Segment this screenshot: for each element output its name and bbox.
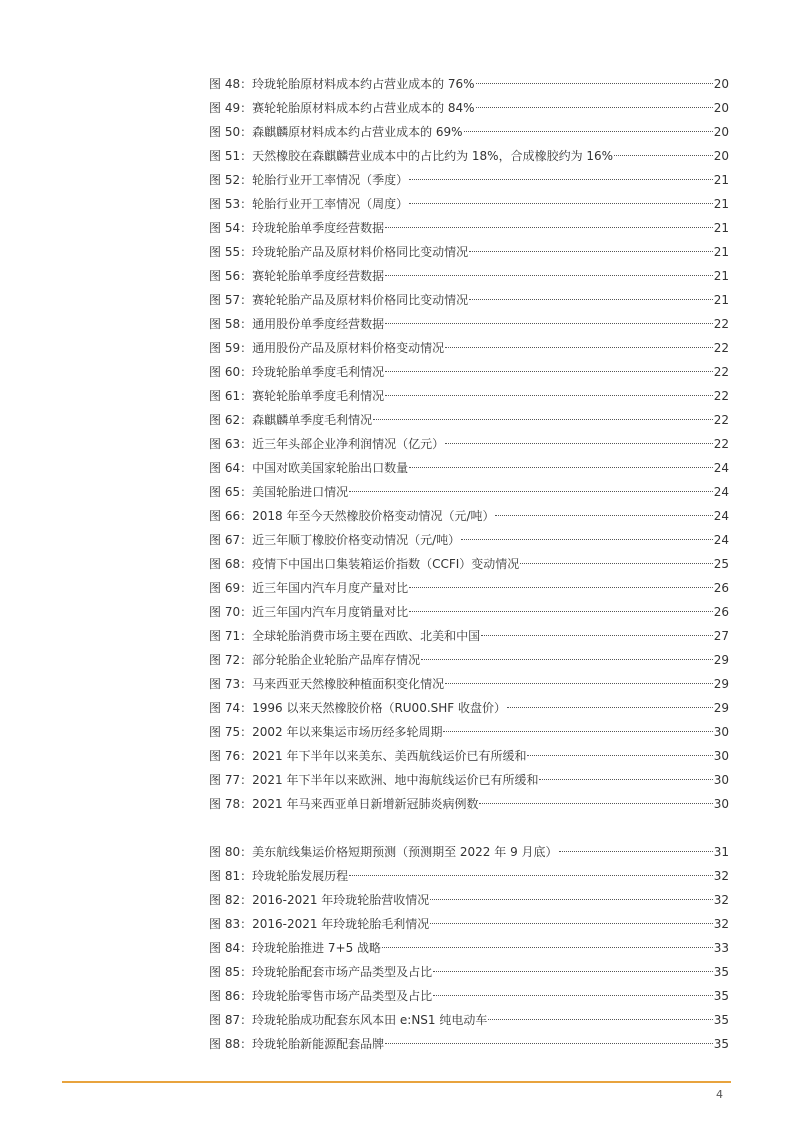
- dot-leader: [373, 419, 713, 420]
- toc-entry-page: 21: [713, 173, 729, 187]
- toc-entry[interactable]: [209, 720, 729, 744]
- toc-entry-label: 图 65：美国轮胎进口情况: [209, 485, 349, 499]
- toc-entry[interactable]: [209, 552, 729, 576]
- toc-entry[interactable]: [209, 912, 729, 936]
- toc-entry-label: 图 61：赛轮轮胎单季度毛利情况: [209, 389, 385, 403]
- dot-leader: [382, 947, 713, 948]
- toc-entry-label: 图 51：天然橡胶在森麒麟营业成本中的占比约为 18%，合成橡胶约为 16%: [209, 149, 614, 163]
- toc-entry-page: 35: [713, 965, 729, 979]
- toc-entry[interactable]: [209, 504, 729, 528]
- toc-entry-label: 图 82：2016-2021 年玲珑轮胎营收情况: [209, 893, 430, 907]
- toc-entry[interactable]: [209, 672, 729, 696]
- toc-entry-page: 30: [713, 725, 729, 739]
- toc-entry[interactable]: [209, 360, 729, 384]
- toc-entry[interactable]: [209, 624, 729, 648]
- toc-entry-page: 30: [713, 797, 729, 811]
- toc-entry[interactable]: [209, 96, 729, 120]
- toc-entry-page: 20: [713, 125, 729, 139]
- toc-entry-page: 35: [713, 1037, 729, 1051]
- toc-entry[interactable]: [209, 168, 729, 192]
- toc-entry-page: 32: [713, 893, 729, 907]
- dot-leader: [433, 995, 713, 996]
- toc-entry-label: 图 63：近三年头部企业净利润情况（亿元）: [209, 437, 445, 451]
- dot-leader: [481, 635, 713, 636]
- toc-entry-page: 35: [713, 989, 729, 1003]
- dot-leader: [488, 1019, 712, 1020]
- dot-leader: [469, 251, 713, 252]
- toc-entry[interactable]: [209, 312, 729, 336]
- toc-entry-page: 22: [713, 341, 729, 355]
- toc-entry-page: 24: [713, 485, 729, 499]
- toc-entry-label: 图 84：玲珑轮胎推进 7+5 战略: [209, 941, 382, 955]
- toc-entry[interactable]: [209, 888, 729, 912]
- toc-entry-page: 27: [713, 629, 729, 643]
- dot-leader: [409, 611, 713, 612]
- list-spacer: [209, 816, 729, 840]
- toc-entry[interactable]: [209, 744, 729, 768]
- toc-entry-page: 32: [713, 869, 729, 883]
- toc-entry[interactable]: [209, 600, 729, 624]
- toc-entry-page: 25: [713, 557, 729, 571]
- toc-entry-label: 图 83：2016-2021 年玲珑轮胎毛利情况: [209, 917, 430, 931]
- toc-entry-label: 图 86：玲珑轮胎零售市场产品类型及占比: [209, 989, 433, 1003]
- dot-leader: [479, 803, 712, 804]
- toc-entry-label: 图 69：近三年国内汽车月度产量对比: [209, 581, 409, 595]
- toc-entry-page: 29: [713, 677, 729, 691]
- toc-entry-page: 33: [713, 941, 729, 955]
- toc-entry-page: 32: [713, 917, 729, 931]
- dot-leader: [409, 587, 713, 588]
- page-number: 4: [716, 1088, 723, 1101]
- toc-entry[interactable]: [209, 696, 729, 720]
- toc-entry-page: 29: [713, 653, 729, 667]
- dot-leader: [495, 515, 712, 516]
- toc-entry[interactable]: [209, 648, 729, 672]
- toc-entry-label: 图 77：2021 年下半年以来欧洲、地中海航线运价已有所缓和: [209, 773, 539, 787]
- toc-entry[interactable]: [209, 216, 729, 240]
- toc-entry-page: 22: [713, 389, 729, 403]
- toc-entry-label: 图 58：通用股份单季度经营数据: [209, 317, 385, 331]
- toc-entry-label: 图 70：近三年国内汽车月度销量对比: [209, 605, 409, 619]
- toc-entry[interactable]: [209, 144, 729, 168]
- toc-entry-label: 图 50：森麒麟原材料成本约占营业成本的 69%: [209, 125, 463, 139]
- toc-entry-label: 图 67：近三年顺丁橡胶价格变动情况（元/吨）: [209, 533, 461, 547]
- toc-entry-page: 20: [713, 149, 729, 163]
- dot-leader: [539, 779, 712, 780]
- toc-entry-label: 图 85：玲珑轮胎配套市场产品类型及占比: [209, 965, 433, 979]
- toc-entry-label: 图 87：玲珑轮胎成功配套东风本田 e:NS1 纯电动车: [209, 1013, 488, 1027]
- toc-entry[interactable]: [209, 984, 729, 1008]
- toc-entry[interactable]: [209, 456, 729, 480]
- dot-leader: [409, 467, 713, 468]
- dot-leader: [464, 131, 713, 132]
- toc-entry[interactable]: [209, 336, 729, 360]
- toc-entry-label: 图 54：玲珑轮胎单季度经营数据: [209, 221, 385, 235]
- toc-entry-label: 图 81：玲珑轮胎发展历程: [209, 869, 349, 883]
- toc-entry-label: 图 52：轮胎行业开工率情况（季度）: [209, 173, 409, 187]
- dot-leader: [476, 107, 713, 108]
- toc-entry-page: 30: [713, 749, 729, 763]
- toc-entry[interactable]: [209, 792, 729, 816]
- toc-entry-label: 图 80：美东航线集运价格短期预测（预测期至 2022 年 9 月底）: [209, 845, 558, 859]
- toc-entry-page: 22: [713, 413, 729, 427]
- dot-leader: [559, 851, 713, 852]
- toc-entry[interactable]: [209, 264, 729, 288]
- dot-leader: [385, 1043, 713, 1044]
- toc-entry-label: 图 78：2021 年马来西亚单日新增新冠肺炎病例数: [209, 797, 479, 811]
- dot-leader: [433, 971, 713, 972]
- dot-leader: [461, 539, 713, 540]
- toc-entry-page: 26: [713, 581, 729, 595]
- dot-leader: [349, 875, 713, 876]
- dot-leader: [469, 299, 713, 300]
- toc-entry[interactable]: [209, 960, 729, 984]
- toc-entry-page: 26: [713, 605, 729, 619]
- toc-entry-page: 21: [713, 221, 729, 235]
- toc-entry[interactable]: [209, 576, 729, 600]
- toc-entry[interactable]: [209, 864, 729, 888]
- dot-leader: [349, 491, 713, 492]
- toc-entry-page: 22: [713, 365, 729, 379]
- dot-leader: [520, 563, 712, 564]
- dot-leader: [445, 443, 713, 444]
- toc-entry-label: 图 68：疫情下中国出口集装箱运价指数（CCFI）变动情况: [209, 557, 520, 571]
- toc-entry[interactable]: [209, 120, 729, 144]
- toc-entry-page: 21: [713, 197, 729, 211]
- toc-entry-label: 图 72：部分轮胎企业轮胎产品库存情况: [209, 653, 421, 667]
- toc-entry-page: 21: [713, 245, 729, 259]
- toc-entry-page: 24: [713, 533, 729, 547]
- toc-entry-label: 图 55：玲珑轮胎产品及原材料价格同比变动情况: [209, 245, 469, 259]
- toc-entry[interactable]: [209, 408, 729, 432]
- toc-entry-page: 21: [713, 293, 729, 307]
- table-of-figures: [209, 72, 729, 1056]
- dot-leader: [443, 731, 712, 732]
- toc-entry-label: 图 71：全球轮胎消费市场主要在西欧、北美和中国: [209, 629, 481, 643]
- toc-entry-label: 图 73：马来西亚天然橡胶种植面积变化情况: [209, 677, 445, 691]
- dot-leader: [385, 395, 713, 396]
- toc-entry[interactable]: [209, 1008, 729, 1032]
- toc-entry-label: 图 53：轮胎行业开工率情况（周度）: [209, 197, 409, 211]
- toc-entry-label: 图 60：玲珑轮胎单季度毛利情况: [209, 365, 385, 379]
- figure-list-part-2: [209, 840, 729, 1056]
- figure-list-part-1: [209, 72, 729, 816]
- dot-leader: [421, 659, 713, 660]
- toc-entry[interactable]: [209, 936, 729, 960]
- toc-entry-page: 31: [713, 845, 729, 859]
- dot-leader: [430, 923, 712, 924]
- footer-divider: [62, 1081, 731, 1083]
- toc-entry-label: 图 59：通用股份产品及原材料价格变动情况: [209, 341, 445, 355]
- dot-leader: [476, 83, 713, 84]
- toc-entry[interactable]: [209, 192, 729, 216]
- dot-leader: [430, 899, 712, 900]
- toc-entry[interactable]: [209, 288, 729, 312]
- toc-entry-label: 图 48：玲珑轮胎原材料成本约占营业成本的 76%: [209, 77, 475, 91]
- toc-entry-label: 图 57：赛轮轮胎产品及原材料价格同比变动情况: [209, 293, 469, 307]
- toc-entry-label: 图 76：2021 年下半年以来美东、美西航线运价已有所缓和: [209, 749, 527, 763]
- toc-entry-page: 21: [713, 269, 729, 283]
- toc-entry[interactable]: [209, 240, 729, 264]
- dot-leader: [385, 371, 713, 372]
- dot-leader: [614, 155, 713, 156]
- toc-entry-page: 30: [713, 773, 729, 787]
- toc-entry[interactable]: [209, 72, 729, 96]
- dot-leader: [409, 203, 713, 204]
- toc-entry[interactable]: [209, 528, 729, 552]
- toc-entry-label: 图 64：中国对欧美国家轮胎出口数量: [209, 461, 409, 475]
- toc-entry-label: 图 56：赛轮轮胎单季度经营数据: [209, 269, 385, 283]
- dot-leader: [385, 323, 713, 324]
- toc-entry-page: 20: [713, 101, 729, 115]
- toc-entry-label: 图 66：2018 年至今天然橡胶价格变动情况（元/吨）: [209, 509, 495, 523]
- dot-leader: [527, 755, 712, 756]
- toc-entry-label: 图 75：2002 年以来集运市场历经多轮周期: [209, 725, 443, 739]
- toc-entry[interactable]: [209, 840, 729, 864]
- toc-entry-page: 35: [713, 1013, 729, 1027]
- toc-entry-label: 图 88：玲珑轮胎新能源配套品牌: [209, 1037, 385, 1051]
- dot-leader: [445, 683, 713, 684]
- toc-entry-page: 24: [713, 461, 729, 475]
- toc-entry[interactable]: [209, 384, 729, 408]
- toc-entry[interactable]: [209, 1032, 729, 1056]
- dot-leader: [385, 227, 713, 228]
- dot-leader: [507, 707, 713, 708]
- toc-entry[interactable]: [209, 768, 729, 792]
- toc-entry-page: 22: [713, 437, 729, 451]
- dot-leader: [409, 179, 713, 180]
- toc-entry-page: 20: [713, 77, 729, 91]
- toc-entry-page: 24: [713, 509, 729, 523]
- toc-entry-label: 图 62：森麒麟单季度毛利情况: [209, 413, 373, 427]
- toc-entry[interactable]: [209, 432, 729, 456]
- toc-entry-page: 22: [713, 317, 729, 331]
- toc-entry-page: 29: [713, 701, 729, 715]
- toc-entry[interactable]: [209, 480, 729, 504]
- toc-entry-label: 图 74：1996 以来天然橡胶价格（RU00.SHF 收盘价）: [209, 701, 507, 715]
- toc-entry-label: 图 49：赛轮轮胎原材料成本约占营业成本的 84%: [209, 101, 475, 115]
- dot-leader: [445, 347, 713, 348]
- dot-leader: [385, 275, 713, 276]
